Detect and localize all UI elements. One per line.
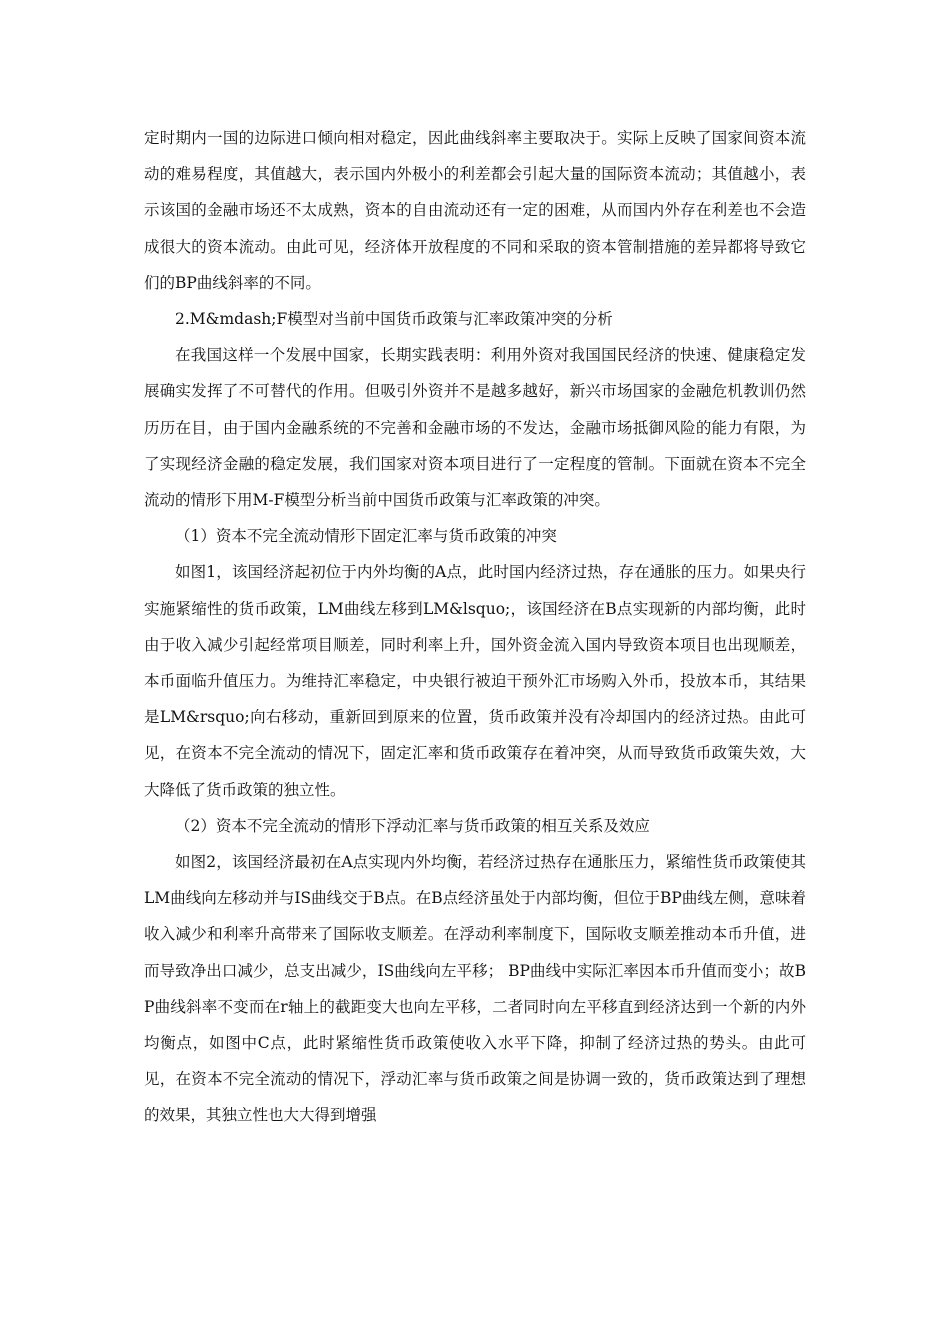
document-body [144,120,806,1134]
paragraph-bp-slope: 定时期内一国的边际进口倾向相对稳定，因此曲线斜率主要取决于。实际上反映了国家间资本流动的难易程度，其值越大，表示国内外极小的利差都会引起大量的国际资本流动；其值越小，表示该国的金融市场还不太成熟，资本的自由流动还有一定的困难，从而国内外存在利差也不会造成很大的资本流动。由此可见，经济体开放程度的不同和采取的资本管制措施的差异都将导致它们的BP曲线斜率的不同。 [144,129,806,292]
paragraph-foreign-capital: 在我国这样一个发展中国家，长期实践表明：利用外资对我国国民经济的快速、健康稳定发展确实发挥了不可替代的作用。但吸引外资并不是越多越好，新兴市场国家的金融危机教训仍然历历在目，由于国内金融系统的不完善和金融市场的不发达，金融市场抵御风险的能力有限，为了实现经济金融的稳定发展，我们国家对资本项目进行了一定程度的管制。下面就在资本不完全流动的情形下用M-F模型分析当前中国货币政策与汇率政策的冲突。 [144,346,806,510]
subsection-heading-fixed-rate: （1）资本不完全流动情形下固定汇率与货币政策的冲突 [175,527,557,546]
section-heading-mf-model: 2.M&mdash;F模型对当前中国货币政策与汇率政策冲突的分析 [175,310,613,329]
paragraph-figure-2: 如图2，该国经济最初在A点实现内外均衡，若经济过热存在通胀压力，紧缩性货币政策使其LM曲线向左移动并与IS曲线交于B点。在B点经济虽处于内部均衡，但位于BP曲线左侧，意味着收入减少和利率升高带来了国际收支顺差。在浮动利率制度下，国际收支顺差推动本币升值，进而导致净出口减少，总支出减少，IS曲线向左平移； BP曲线中实际汇率因本币升值而变小；故BP曲线斜率不变而在r轴上的截距变大也向左平移，二者同时向左平移直到经济达到一个新的内外均衡点，如图中C点，此时紧缩性货币政策使收入水平下降，抑制了经济过热的势头。由此可见，在资本不完全流动的情况下，浮动汇率与货币政策之间是协调一致的，货币政策达到了理想的效果，其独立性也大大得到增强 [144,853,806,1125]
subsection-heading-floating-rate: （2）资本不完全流动的情形下浮动汇率与货币政策的相互关系及效应 [175,816,650,835]
paragraph-figure-1: 如图1，该国经济起初位于内外均衡的A点，此时国内经济过热，存在通胀的压力。如果央行实施紧缩性的货币政策，LM曲线左移到LM&lsquo;，该国经济在B点实现新的内部均衡，此时由于收入减少引起经常项目顺差，同时利率上升，国外资金流入国内导致资本项目也出现顺差，本币面临升值压力。为维持汇率稳定，中央银行被迫干预外汇市场购入外币，投放本币，其结果是LM&rsquo;向右移动，重新回到原来的位置，货币政策并没有冷却国内的经济过热。由此可见，在资本不完全流动的情况下，固定汇率和货币政策存在着冲突，从而导致货币政策失效，大大降低了货币政策的独立性。 [144,563,806,799]
